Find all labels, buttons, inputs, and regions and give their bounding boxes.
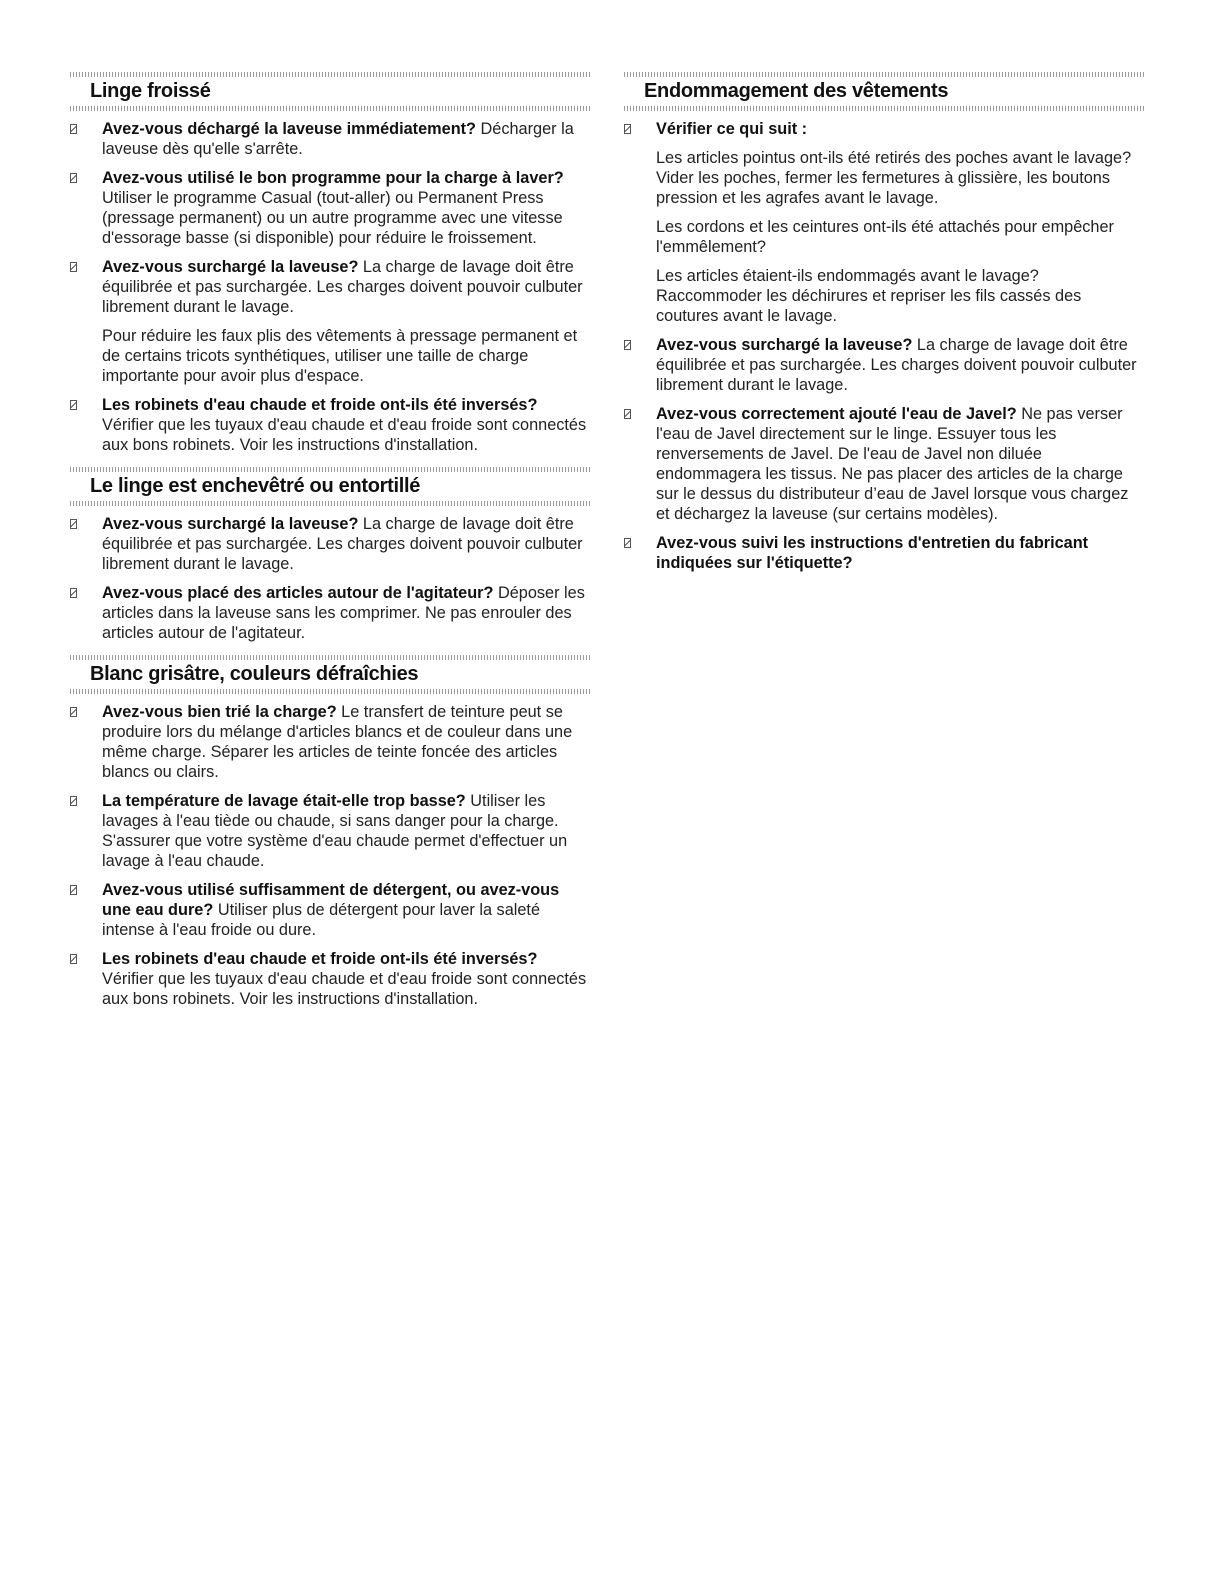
section-header (70, 655, 590, 694)
section-endommagement-des-vetements (624, 72, 1144, 573)
checkbox-bullet-icon (70, 707, 77, 717)
item-answer: Déposer les articles dans la laveuse sans les comprimer. Ne pas enrouler des articles autour de l'agitateur. (102, 584, 585, 642)
item-text (656, 533, 1144, 573)
section-title: Linge froissé (90, 80, 211, 102)
item-answer: Le transfert de teinture peut se produire lors du mélange d'articles blancs et de couleur dans une même charge. Séparer les articles de teinte foncée des articles blancs ou clairs. (102, 703, 573, 781)
item-answer: Décharger la laveuse dès qu'elle s'arrête. (102, 120, 574, 158)
checkbox-bullet-icon (70, 796, 77, 806)
list-item (70, 168, 590, 248)
list-item (70, 791, 590, 871)
section-header (70, 72, 590, 111)
item-question: Les robinets d'eau chaude et froide ont-ils été inversés? (102, 396, 538, 414)
section-title: Le linge est enchevêtré ou entortillé (90, 475, 421, 497)
list-item (624, 533, 1144, 573)
item-text (102, 949, 590, 1009)
section-title: Endommagement des vêtements (644, 80, 949, 102)
section-header (624, 72, 1144, 111)
list-item (70, 702, 590, 782)
item-text (102, 880, 590, 940)
checkbox-bullet-icon (624, 409, 631, 419)
checkbox-bullet-icon (624, 340, 631, 350)
item-paragraph: Pour réduire les faux plis des vêtements à pressage permanent et de certains tricots synthétiques, utiliser une taille de charge importante pour avoir plus d'espace. (102, 327, 578, 385)
item-question: Avez-vous utilisé le bon programme pour la charge à laver? (102, 169, 564, 187)
item-question: Avez-vous correctement ajouté l'eau de Javel? (656, 405, 1017, 423)
checkbox-bullet-icon (70, 124, 77, 134)
checkbox-bullet-icon (70, 262, 77, 272)
item-paragraph: Les articles pointus ont-ils été retirés des poches avant le lavage? Vider les poches, fermer les fermetures à glissière, les boutons pression et les agrafes avant le lavage. (656, 149, 1132, 207)
item-list (70, 119, 590, 455)
item-answer: Vérifier que les tuyaux d'eau chaude et d'eau froide sont connectés aux bons robinets. Voir les instructions d'installation. (102, 970, 587, 1008)
item-answer: Utiliser plus de détergent pour laver la saleté intense à l'eau froide ou dure. (102, 901, 540, 939)
item-list (70, 702, 590, 1009)
item-answer: Vérifier que les tuyaux d'eau chaude et d'eau froide sont connectés aux bons robinets. Voir les instructions d'installation. (102, 416, 587, 454)
item-paragraph: Les cordons et les ceintures ont-ils été attachés pour empêcher l'emmêlement? (656, 218, 1114, 256)
list-item (70, 880, 590, 940)
list-item (70, 514, 590, 574)
item-question: Avez-vous bien trié la charge? (102, 703, 337, 721)
item-text (656, 119, 1144, 139)
section-title: Blanc grisâtre, couleurs défraîchies (90, 663, 419, 685)
item-answer: La charge de lavage doit être équilibrée et pas surchargée. Les charges doivent pouvoir culbuter librement durant le lavage. (102, 258, 583, 316)
checkbox-bullet-icon (624, 124, 631, 134)
section-header (70, 467, 590, 506)
item-answer: La charge de lavage doit être équilibrée et pas surchargée. Les charges doivent pouvoir culbuter librement durant le lavage. (656, 336, 1137, 394)
checkbox-bullet-icon (70, 173, 77, 183)
item-question: Avez-vous suivi les instructions d'entretien du fabricant indiquées sur l'étiquette? (656, 534, 1089, 572)
section-blanc-grisatre-couleurs-defraichies (70, 655, 590, 1009)
item-list (624, 119, 1144, 573)
item-text (102, 583, 590, 643)
checkbox-bullet-icon (70, 954, 77, 964)
item-question: Avez-vous placé des articles autour de l'agitateur? (102, 584, 494, 602)
item-question: Avez-vous surchargé la laveuse? (102, 515, 359, 533)
item-text (102, 168, 590, 248)
checkbox-bullet-icon (70, 519, 77, 529)
item-text (102, 257, 590, 317)
item-answer: La charge de lavage doit être équilibrée et pas surchargée. Les charges doivent pouvoir culbuter librement durant le lavage. (102, 515, 583, 573)
list-item (70, 395, 590, 455)
item-answer: Ne pas verser l'eau de Javel directement sur le linge. Essuyer tous les renversements de Javel. De l'eau de Javel non diluée endommagera les tissus. Ne pas placer des articles de la charge sur le dessus du distributeur d’eau de Javel lorsque vous chargez et déchargez la laveuse (sur certains modèles). (656, 405, 1129, 523)
item-text (102, 791, 590, 871)
list-item (624, 404, 1144, 524)
item-answer: Utiliser le programme Casual (tout-aller) ou Permanent Press (pressage permanent) ou un autre programme avec une vitesse d'essorage basse (si disponible) pour réduire le froissement. (102, 189, 563, 247)
item-question: Les robinets d'eau chaude et froide ont-ils été inversés? (102, 950, 538, 968)
right-column (624, 72, 1144, 585)
item-question: Avez-vous déchargé la laveuse immédiatement? (102, 120, 477, 138)
item-question: Avez-vous utilisé suffisamment de détergent, ou avez-vous une eau dure? (102, 881, 560, 919)
item-text (656, 404, 1144, 524)
list-item (70, 119, 590, 159)
list-item (70, 949, 590, 1009)
item-list (70, 514, 590, 643)
section-linge-froisse (70, 72, 590, 455)
item-text (102, 119, 590, 159)
item-paragraph: Les articles étaient-ils endommagés avant le lavage? Raccommoder les déchirures et repriser les fils cassés des coutures avant le lavage. (656, 267, 1082, 325)
checkbox-bullet-icon (624, 538, 631, 548)
list-item (70, 257, 590, 386)
checkbox-bullet-icon (70, 588, 77, 598)
item-text (102, 702, 590, 782)
item-text (102, 395, 590, 455)
list-item (70, 583, 590, 643)
item-question: Avez-vous surchargé la laveuse? (656, 336, 913, 354)
left-column (70, 72, 590, 1021)
list-item (624, 119, 1144, 326)
checkbox-bullet-icon (70, 885, 77, 895)
checkbox-bullet-icon (70, 400, 77, 410)
item-question: Avez-vous surchargé la laveuse? (102, 258, 359, 276)
list-item (624, 335, 1144, 395)
item-question: La température de lavage était-elle trop basse? (102, 792, 466, 810)
section-le-linge-est-enchevetre-ou-entortille (70, 467, 590, 643)
item-question: Vérifier ce qui suit : (656, 120, 808, 138)
item-answer: Utiliser les lavages à l'eau tiède ou chaude, si sans danger pour la charge. S'assurer que votre système d'eau chaude permet d'effectuer un lavage à l'eau chaude. (102, 792, 568, 870)
item-text (656, 335, 1144, 395)
item-text (102, 514, 590, 574)
